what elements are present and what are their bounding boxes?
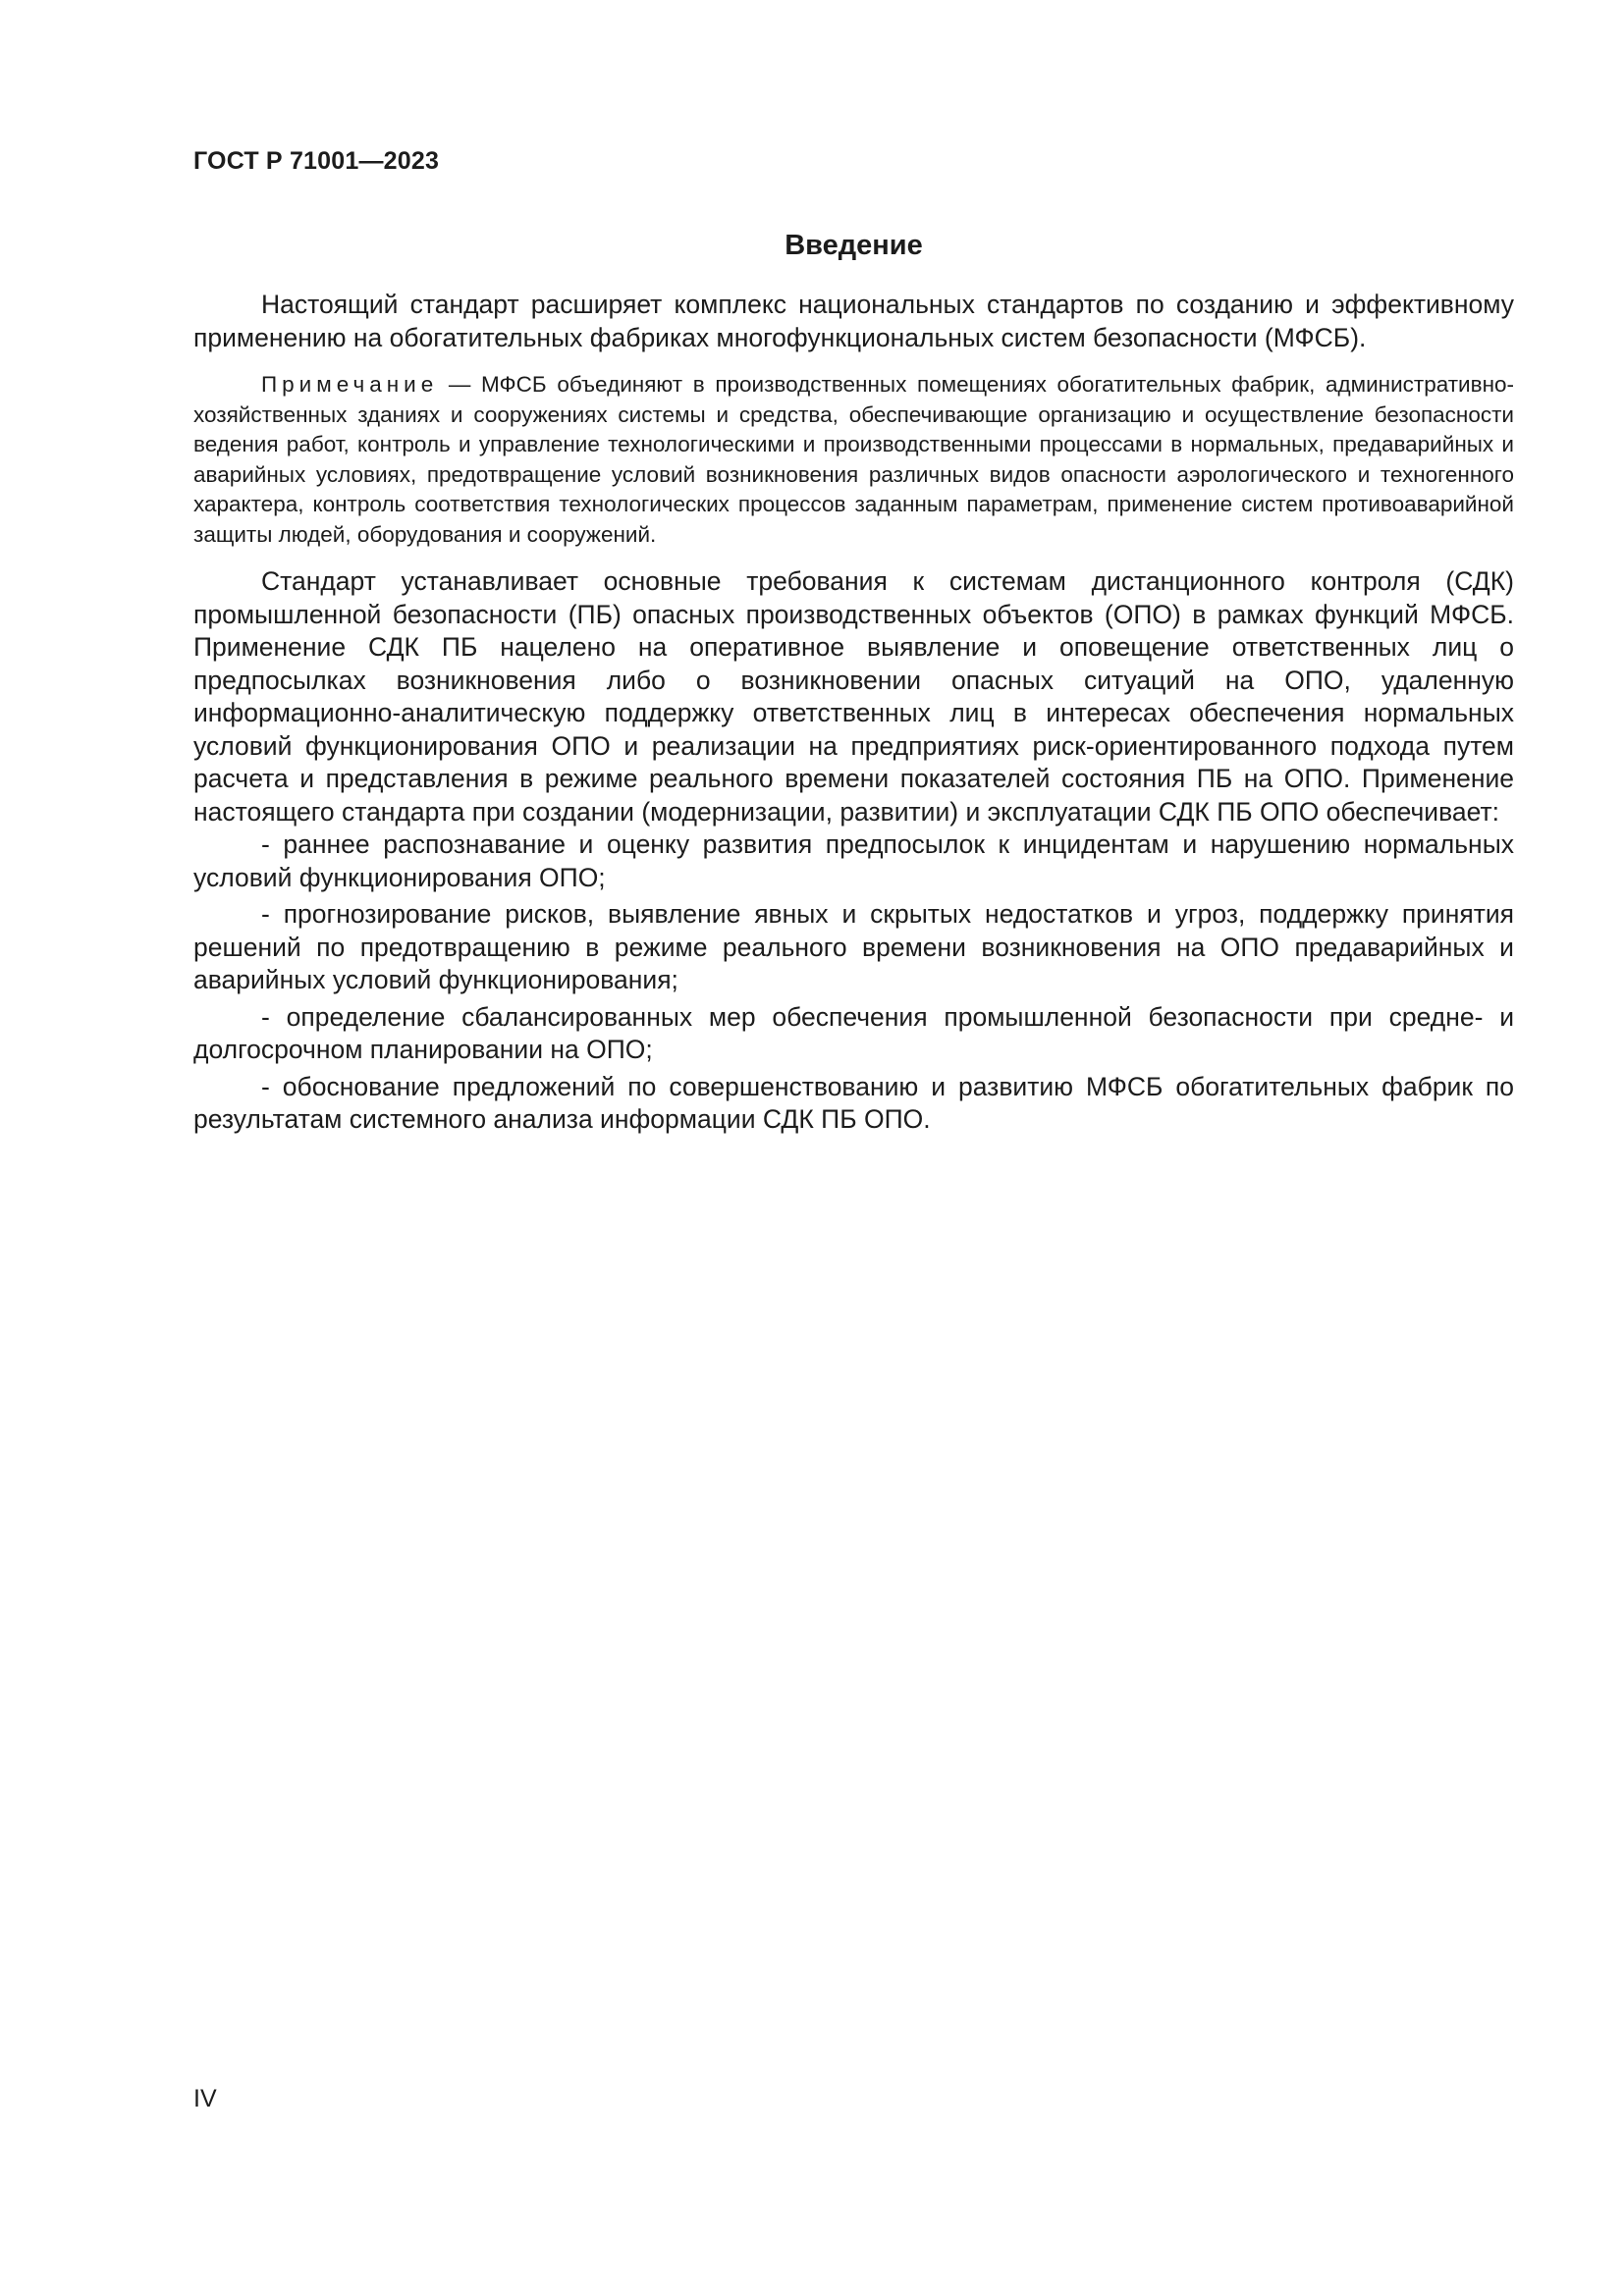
note-label: Примечание	[261, 372, 439, 397]
note-text: — МФСБ объединяют в производственных помещениях обогатительных фабрик, административно-хозяйственных зданиях и сооружениях системы и средства, обеспечивающие организацию и осуществление безопасности ведения работ, контроль и управление технологическими и производственными процессами в нормальных, предаварийных и аварийных условиях, предотвращение условий возникновения различных видов опасности аэрологического и техногенного характера, контроль соответствия технологических процессов заданным параметрам, применение систем противоаварийной защиты людей, оборудования и сооружений.	[193, 372, 1514, 547]
list-item: - определение сбалансированных мер обеспечения промышленной безопасности при средне- и долгосрочном планировании на ОПО;	[193, 1001, 1514, 1064]
list-item: - прогнозирование рисков, выявление явных и скрытых недостатков и угроз, поддержку принятия решений по предотвращению в режиме реального времени возникновения на ОПО предаварийных и аварийных условий функционирования;	[193, 899, 1514, 994]
page-number: IV	[193, 2085, 217, 2112]
intro-paragraph: Настоящий стандарт расширяет комплекс национальных стандартов по созданию и эффективному применению на обогатительных фабриках многофункциональных систем безопасности (МФСБ).	[193, 290, 1514, 352]
list-item: - раннее распознавание и оценку развития предпосылок к инцидентам и нарушению нормальных условий функционирования ОПО;	[193, 829, 1514, 892]
section-title: Введение	[785, 230, 923, 261]
list-item: - обоснование предложений по совершенствованию и развитию МФСБ обогатительных фабрик по результатам системного анализа информации СДК ПБ ОПО.	[193, 1071, 1514, 1134]
note-paragraph	[193, 370, 1514, 550]
page-content	[193, 222, 1514, 1141]
main-paragraph: Стандарт устанавливает основные требования к системам дистанционного контроля (СДК) промышленной безопасности (ПБ) опасных производственных объектов (ОПО) в рамках функций МФСБ. Применение СДК ПБ нацелено на оперативное выявление и оповещение ответственных лиц о предпосылках возникновения либо о возникновении опасных ситуаций на ОПО, удаленную информационно-аналитическую поддержку ответственных лиц в интересах обеспечения нормальных условий функционирования ОПО и реализации на предприятиях риск-ориентированного подхода путем расчета и представления в режиме реального времени показателей состояния ПБ на ОПО. Применение настоящего стандарта при создании (модернизации, развитии) и эксплуатации СДК ПБ ОПО обеспечивает:	[193, 566, 1514, 827]
document-code: ГОСТ Р 71001—2023	[193, 147, 440, 175]
